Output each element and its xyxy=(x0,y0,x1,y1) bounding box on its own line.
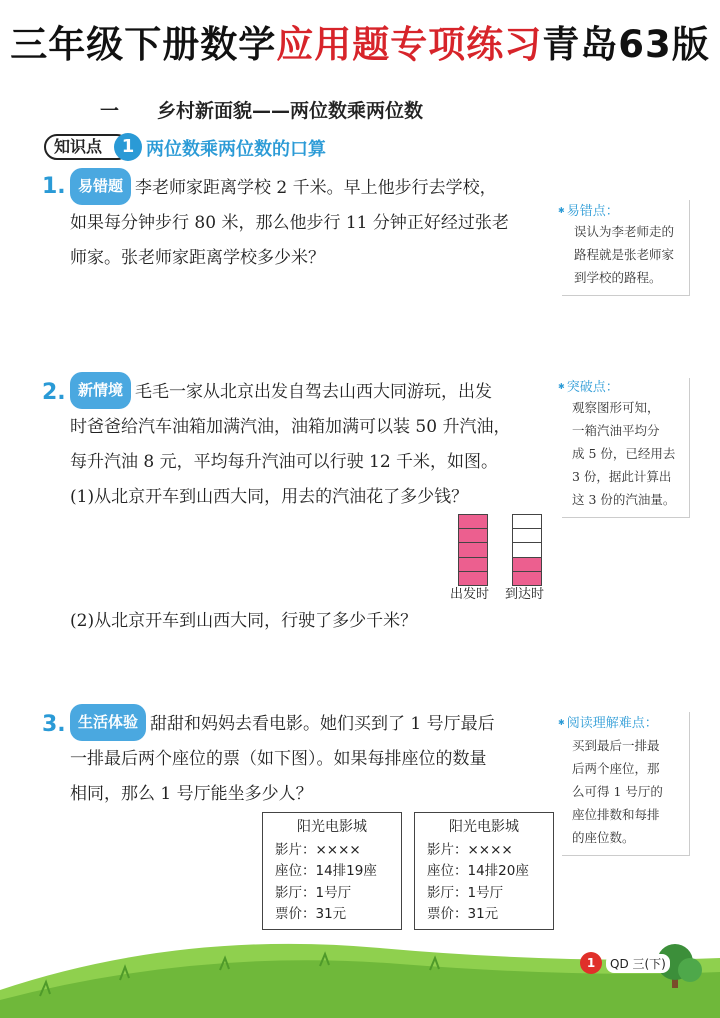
knowledge-point-header xyxy=(44,134,326,160)
question-2-side-note xyxy=(572,396,692,511)
tank-cell-filled xyxy=(459,542,487,556)
section-number: 一 xyxy=(100,100,120,122)
ticket-title: 阳光电影城 xyxy=(449,819,519,835)
question-2-line: 时爸爸给汽车油箱加满汽油，油箱加满可以装 50 升汽油， xyxy=(70,417,511,437)
ticket-title: 阳光电影城 xyxy=(297,819,367,835)
tank-cell-empty xyxy=(513,515,541,528)
side-note-line: 买到最后一排最 xyxy=(572,738,660,753)
side-note-line: 3 份，据此计算出 xyxy=(572,469,672,484)
side-note-line: 路程就是张老师家 xyxy=(574,247,675,262)
question-2-tag: 新情境 xyxy=(70,372,131,409)
grade-label: QD 三(下) xyxy=(606,954,670,973)
banner-part3: 青岛63版 xyxy=(542,23,710,66)
knowledge-point-number: 1 xyxy=(114,133,142,161)
question-2-sub2: (2)从北京开车到山西大同，行驶了多少千米？ xyxy=(70,611,418,631)
grass-ground-decoration xyxy=(0,930,720,1018)
knowledge-point-title: 两位数乘两位数的口算 xyxy=(146,139,326,160)
ticket-seat: 座位：14排19座 xyxy=(275,863,377,879)
side-note-line: 观察图形可知， xyxy=(572,400,660,415)
side-note-line: 到学校的路程。 xyxy=(574,270,662,285)
tank-cell-filled xyxy=(459,557,487,571)
question-2-number: 2. xyxy=(42,380,66,405)
fuel-tank-end xyxy=(512,514,542,586)
question-3-side-note xyxy=(572,734,692,849)
movie-ticket xyxy=(262,812,402,930)
question-2-side-title: ✱ 突破点： xyxy=(558,376,619,395)
fuel-tank-start xyxy=(458,514,488,586)
side-note-line: 么可得 1 号厅的 xyxy=(572,784,663,799)
ticket-price: 票价：31元 xyxy=(275,906,347,922)
footer-page-badge xyxy=(580,952,670,974)
side-note-line: 成 5 份，已经用去 xyxy=(572,446,676,461)
question-3-text xyxy=(70,704,560,812)
question-1-line: 师家。张老师家距离学校多少米？ xyxy=(70,248,325,268)
tank-cell-filled xyxy=(459,528,487,542)
ticket-price: 票价：31元 xyxy=(427,906,499,922)
question-1-tag: 易错题 xyxy=(70,168,131,205)
fuel-tank-end-label: 到达时 xyxy=(505,587,545,602)
ticket-seat: 座位：14排20座 xyxy=(427,863,529,879)
side-note-line: 这 3 份的汽油量。 xyxy=(572,492,676,507)
question-1-side-note xyxy=(574,220,694,289)
fuel-tank-start-label: 出发时 xyxy=(450,587,490,602)
side-note-line: 座位排数和每排 xyxy=(572,807,660,822)
ticket-hall: 影厅：1号厅 xyxy=(427,884,504,901)
section-heading xyxy=(100,96,423,123)
page-number: 1 xyxy=(580,952,602,974)
banner-part2: 应用题专项练习 xyxy=(276,23,543,66)
side-note-line: 后两个座位，那 xyxy=(572,761,660,776)
question-2-line: 每升汽油 8 元，平均每升汽油可以行驶 12 千米，如图。 xyxy=(70,452,499,472)
side-note-line: 一箱汽油平均分 xyxy=(572,423,660,438)
knowledge-point-label: 知识点 xyxy=(44,134,130,160)
ticket-movie: 影片：×××× xyxy=(275,841,361,858)
tank-cell-empty xyxy=(513,542,541,556)
page-banner-title xyxy=(0,14,720,68)
question-2-line: (1)从北京开车到山西大同，用去的汽油花了多少钱？ xyxy=(70,487,469,507)
tank-cell-empty xyxy=(513,528,541,542)
question-1-side-title: ✱ 易错点： xyxy=(558,200,619,219)
question-2-line: 毛毛一家从北京出发自驾去山西大同游玩，出发 xyxy=(135,382,493,402)
side-note-line: 误认为李老师走的 xyxy=(574,224,675,239)
tank-cell-filled xyxy=(513,557,541,571)
movie-ticket xyxy=(414,812,554,930)
side-note-line: 的座位数。 xyxy=(572,830,635,845)
ticket-hall: 影厅：1号厅 xyxy=(275,884,352,901)
question-3-tag: 生活体验 xyxy=(70,704,146,741)
question-3-line: 相同，那么 1 号厅能坐多少人？ xyxy=(70,784,313,804)
banner-part1: 三年级下册数学 xyxy=(10,23,277,66)
question-3-line: 一排最后两个座位的票（如下图）。如果每排座位的数量 xyxy=(70,749,487,769)
question-1-line: 如果每分钟步行 80 米，那么他步行 11 分钟正好经过张老 xyxy=(70,213,509,233)
question-1-number: 1. xyxy=(42,174,66,199)
question-1-text xyxy=(70,168,560,276)
question-1-line: 李老师家距离学校 2 千米。早上他步行去学校， xyxy=(135,178,497,198)
question-3-line: 甜甜和妈妈去看电影。她们买到了 1 号厅最后 xyxy=(150,714,495,734)
question-2-text xyxy=(70,372,560,515)
question-3-number: 3. xyxy=(42,712,66,737)
section-title: 乡村新面貌——两位数乘两位数 xyxy=(157,100,424,122)
tank-cell-filled xyxy=(459,515,487,528)
ticket-movie: 影片：×××× xyxy=(427,841,513,858)
question-3-side-title: ✱ 阅读理解难点： xyxy=(558,712,658,731)
